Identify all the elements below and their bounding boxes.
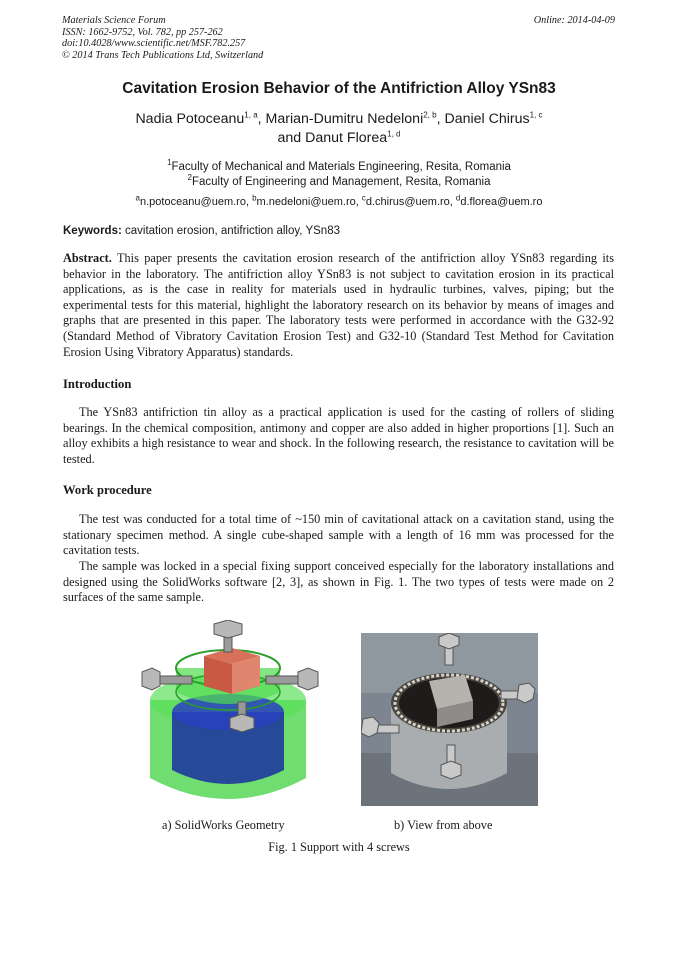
online-date: Online: 2014-04-09 — [533, 15, 615, 26]
separator: , — [245, 196, 253, 208]
journal-name: Materials Science Forum — [62, 15, 166, 26]
abstract — [63, 251, 614, 360]
abstract-text: This paper presents the cavitation erosion research of the antifriction alloy YSn83 regarding its behavior in the laboratory. The antifriction alloy YSn83 is not subject to cavitation erosion in its practical applications, as is the case in reality for materials used in hydraulic turbines, valves, piping; but the experimental tests for this material, highlight the laboratory research on its behavior by means of images and graphs that are presented in this paper. The laboratory tests were performed in accordance with the G32-92 (Standard Method of Vibratory Cavitation Erosion Test) and G32-10 (Standard Test Method for Cavitation Erosion Using Vibratory Apparatus) standards. — [63, 251, 614, 359]
author-affiliation-mark: 1, d — [387, 129, 401, 139]
view-from-above-photo — [361, 633, 538, 806]
figure-caption-a: a) SolidWorks Geometry — [162, 818, 285, 832]
work-procedure-heading: Work procedure — [63, 483, 152, 497]
email-link[interactable]: n.potoceanu@uem.ro — [139, 196, 246, 208]
separator: , — [257, 111, 266, 127]
author-affiliation-mark: 1, c — [529, 110, 543, 120]
email-link[interactable]: d.chirus@uem.ro — [365, 196, 450, 208]
affiliations — [0, 160, 678, 189]
author-list — [0, 110, 678, 148]
email-link[interactable]: m.nedeloni@uem.ro — [256, 196, 356, 208]
author-name: Marian-Dumitru Nedeloni — [265, 111, 424, 127]
email-link[interactable]: d.florea@uem.ro — [460, 196, 543, 208]
keywords-text: cavitation erosion, antifriction alloy, YSn83 — [121, 225, 340, 237]
author-name: Nadia Potoceanu — [135, 111, 245, 127]
and-word: and — [277, 130, 306, 146]
author-affiliation-mark: 1, a — [244, 110, 258, 120]
affiliation-mark: 2 — [187, 172, 192, 182]
introduction-text: The YSn83 antifriction tin alloy as a practical application is used for the casting of rollers of sliding bearings. In the chemical composition, antimony and copper are also added in higher proportions [1]. Such an alloy exhibits a high resistance to wear and shock. In the following research, the resistance to cavitation will be tested. — [63, 405, 614, 466]
figure-caption-b: b) View from above — [394, 818, 493, 832]
keywords-label: Keywords: — [63, 225, 122, 237]
work-procedure-paragraph-1: The test was conducted for a total time of ~150 min of cavitational attack on a cavitation stand, using the stationary specimen method. A single cube-shaped sample with a length of 16 mm was processed for the cavitation tests. — [63, 512, 614, 558]
introduction-heading: Introduction — [63, 377, 132, 391]
journal-header — [62, 15, 263, 61]
affiliation-text: Faculty of Mechanical and Materials Engineering, Resita, Romania — [171, 161, 511, 173]
doi-line: doi:10.4028/www.scientific.net/MSF.782.257 — [62, 38, 246, 50]
solidworks-geometry-figure — [128, 620, 328, 810]
keywords-line — [63, 225, 340, 237]
separator: , — [436, 111, 445, 127]
email-mark: b — [252, 193, 257, 203]
affiliation-mark: 1 — [167, 158, 172, 168]
separator: , — [449, 196, 456, 208]
abstract-label: Abstract. — [63, 251, 112, 265]
email-mark: a — [135, 193, 140, 203]
email-mark: d — [455, 193, 461, 203]
copyright-line: © 2014 Trans Tech Publications Ltd, Switzerland — [62, 49, 264, 61]
work-procedure-paragraph-2: The sample was locked in a special fixing support conceived especially for the laboratory installations and designed using the SolidWorks software [2, 3], as shown in Fig. 1. The two types of tests were made on 2 surfaces of the same sample. — [63, 559, 614, 605]
email-mark: c — [361, 193, 366, 203]
author-affiliation-mark: 2, b — [423, 110, 437, 120]
separator: , — [355, 196, 362, 208]
author-name: Daniel Chirus — [444, 111, 530, 127]
figure-caption: Fig. 1 Support with 4 screws — [268, 840, 410, 854]
affiliation-text: Faculty of Engineering and Management, Resita, Romania — [191, 175, 491, 188]
paper-title: Cavitation Erosion Behavior of the Antifriction Alloy YSn83 — [122, 80, 556, 97]
author-name: Danut Florea — [305, 130, 388, 146]
email-list — [0, 193, 678, 208]
issn-line: ISSN: 1662-9752, Vol. 782, pp 257-262 — [62, 26, 223, 38]
